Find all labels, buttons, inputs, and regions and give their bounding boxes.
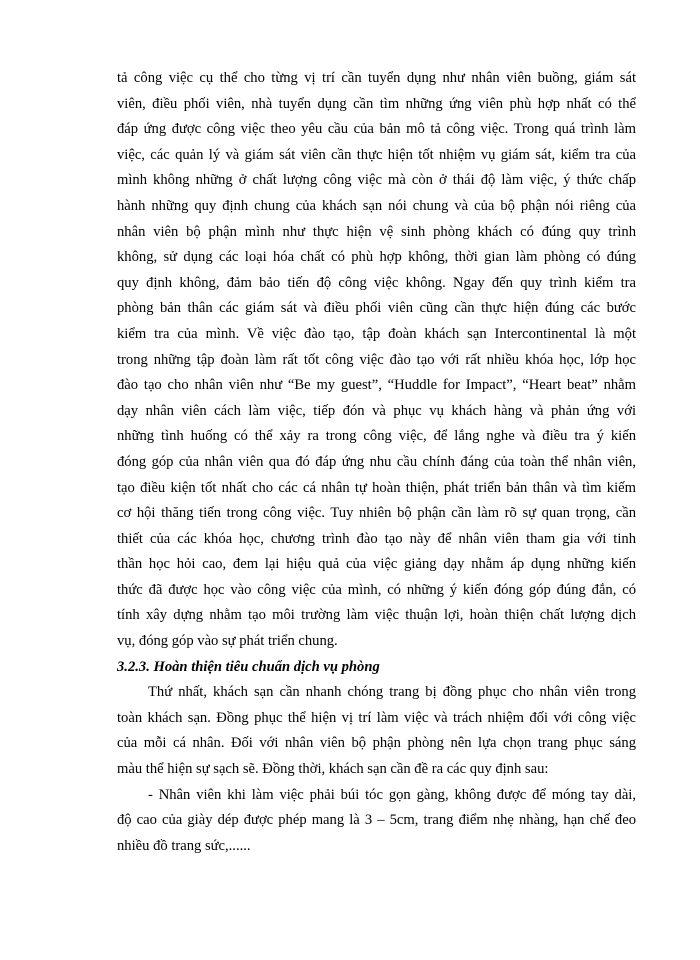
- text-line: việc, các quản lý và giám sát viên cần thực hiện tốt nhiệm vụ giám sát, kiểm tra của: [117, 146, 636, 163]
- text-line: màu thể hiện sự sạch sẽ. Đồng thời, khách sạn cần đề ra các quy định sau:: [117, 761, 549, 778]
- text-line: toàn khách sạn. Đồng phục thể hiện vị trí làm việc và trách nhiệm đối với công việc: [117, 709, 636, 726]
- text-line: đáp ứng được công việc theo yêu cầu của bản mô tả công việc. Trong quá trình làm: [117, 121, 636, 138]
- text-line: thức đã được học vào công việc của mình, có những ý kiến đóng góp đúng đắn, có: [117, 581, 636, 598]
- document-page: [117, 66, 636, 859]
- text-line: dạy nhân viên cách làm việc, tiếp đón và phục vụ khách hàng và phản ứng với: [117, 402, 636, 419]
- text-line: của mỗi cá nhân. Đối với nhân viên bộ phận phòng nên lựa chọn trang phục sáng: [117, 735, 636, 752]
- text-line: kiểm tra của mình. Về việc đào tạo, tập đoàn khách sạn Intercontinental là một: [117, 325, 636, 342]
- text-line: nhiều đồ trang sức,......: [117, 837, 251, 854]
- text-line: thần học hỏi cao, đem lại hiệu quả của việc giảng dạy nhằm áp dụng những kiến: [117, 556, 636, 573]
- text-line: phòng bản thân các giám sát và điều phối viên cũng cần thực hiện đúng các bước: [117, 300, 636, 317]
- text-line: mình không những ở chất lượng công việc mà còn ở thái độ làm việc, ý thức chấp: [117, 172, 636, 189]
- text-line: tả công việc cụ thể cho từng vị trí cần tuyển dụng như nhân viên buồng, giám sát: [117, 70, 636, 86]
- text-line: hành những quy định chung của khách sạn nói chung và của bộ phận nói riêng của: [117, 197, 636, 214]
- text-line: tạo điều kiện tốt nhất cho các cá nhân tự hoàn thiện, phát triển bản thân và tìm kiếm: [117, 479, 636, 496]
- paragraph-grooming-rules: [117, 783, 636, 860]
- text-line: trong những tập đoàn làm rất tốt công việc đào tạo với rất nhiều khóa học, lớp học: [117, 351, 636, 368]
- text-line: tính xây dựng nhằm tạo môi trường làm việc thuận lợi, hoàn thiện chất lượng dịch: [117, 607, 636, 624]
- text-line: quy định không, đảm bảo tiến độ công việc không. Ngay đến quy trình kiểm tra: [117, 274, 636, 291]
- section-heading: 3.2.3. Hoàn thiện tiêu chuẩn dịch vụ phòng: [117, 658, 380, 675]
- paragraph-uniform-standards: [117, 680, 636, 782]
- text-line: Thứ nhất, khách sạn cần nhanh chóng trang bị đồng phục cho nhân viên trong: [148, 684, 636, 701]
- text-line: nhân viên bộ phận mình như thực hiện vệ sinh phòng khách có đúng quy trình: [117, 223, 636, 240]
- text-line: thiết của các khóa học, chương trình đào tạo này để nhân viên tham gia với tinh: [117, 530, 636, 547]
- paragraph-staff-supervision-training: [117, 66, 636, 655]
- text-line: viên, điều phối viên, nhà tuyển dụng cần tìm những ứng viên phù hợp nhất có thể: [117, 95, 636, 112]
- text-line: cơ hội thăng tiến trong công việc. Tuy nhiên bộ phận cần làm rõ sự quan trọng, cần: [117, 505, 636, 522]
- text-line: vụ, đóng góp vào sự phát triển chung.: [117, 633, 338, 650]
- text-line: những tình huống có thể xảy ra trong công việc, để lắng nghe và điều tra ý kiến: [117, 428, 636, 445]
- text-line: - Nhân viên khi làm việc phải búi tóc gọn gàng, không được để móng tay dài,: [148, 786, 636, 803]
- text-line: đóng góp của nhân viên qua đó đáp ứng nhu cầu chính đáng của toàn thể nhân viên,: [117, 453, 636, 470]
- text-line: đào tạo cho nhân viên như “Be my guest”, “Huddle for Impact”, “Heart beat” nhằm: [117, 377, 636, 394]
- text-line: không, sử dụng các loại hóa chất có phù hợp không, thời gian làm phòng có đúng: [117, 249, 636, 266]
- text-line: độ cao của giày dép được phép mang là 3 – 5cm, trang điểm nhẹ nhàng, hạn chế đeo: [117, 812, 636, 829]
